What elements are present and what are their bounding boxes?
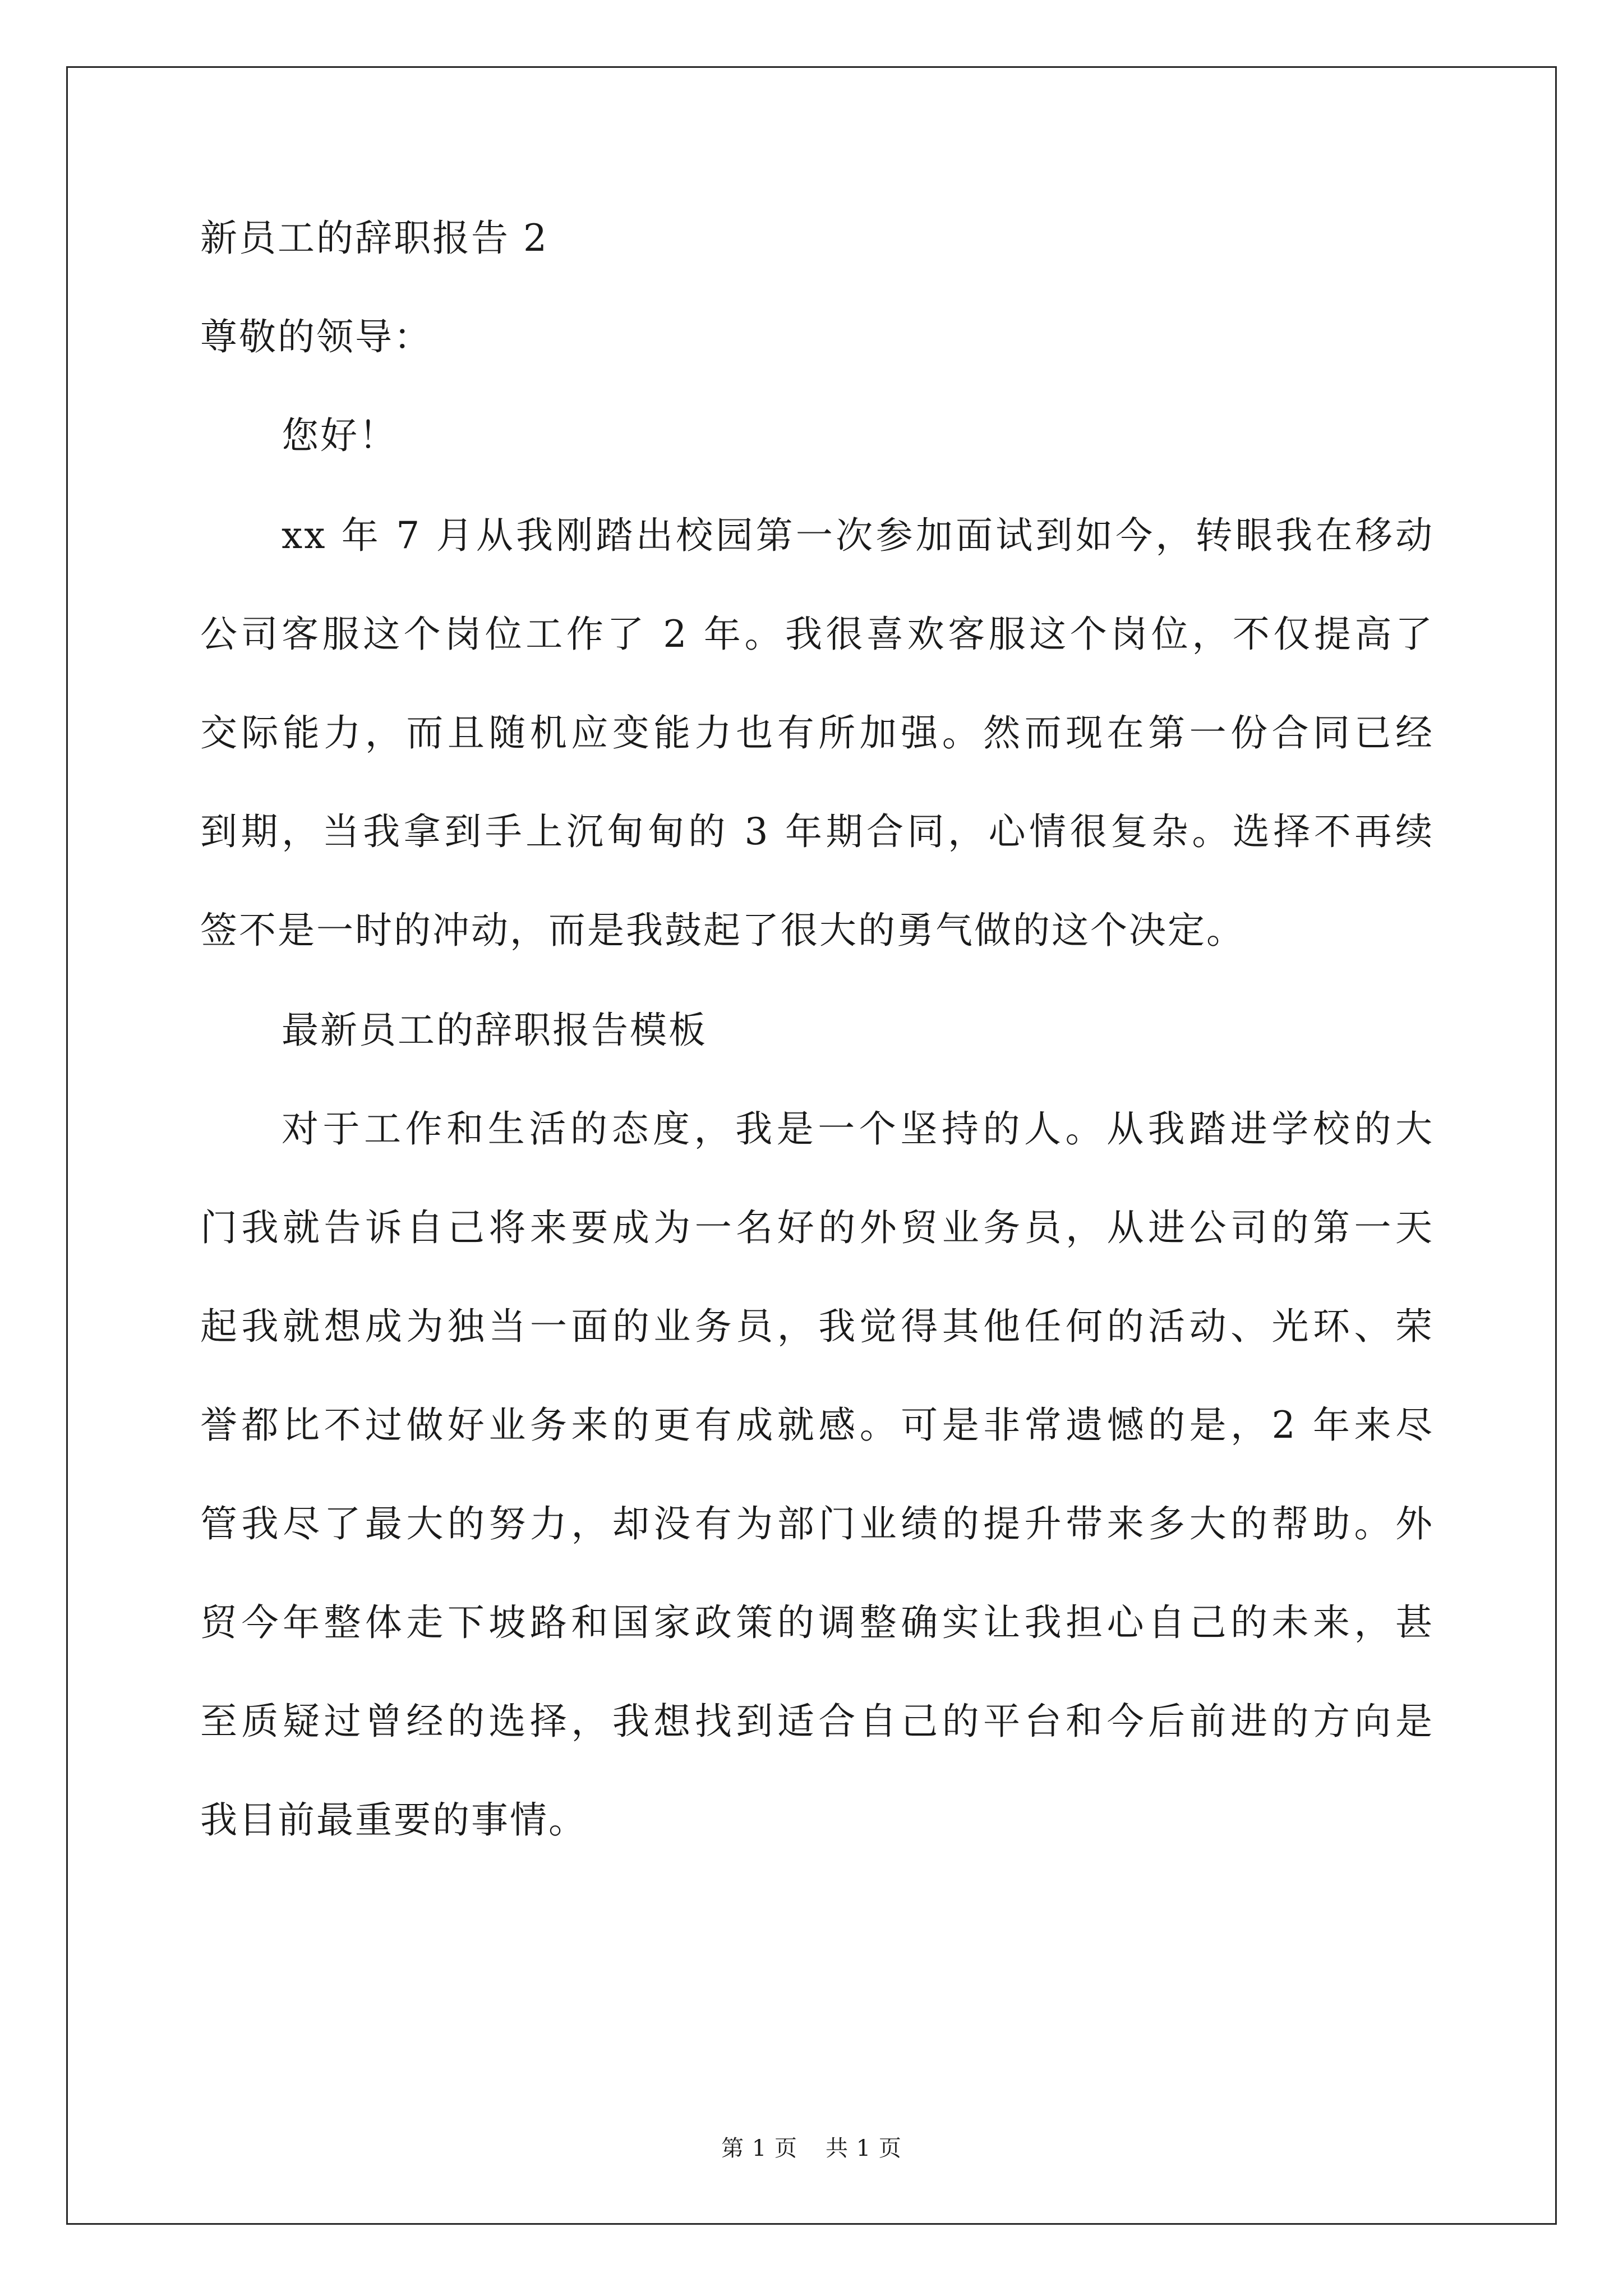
subheading: 最新员工的辞职报告模板 xyxy=(282,1009,707,1052)
document-title: 新员工的辞职报告 2 xyxy=(200,217,548,260)
page-footer xyxy=(0,2137,1623,2160)
paragraph2-line: 起我就想成为独当一面的业务员，我觉得其他任何的活动、光环、荣 xyxy=(200,1305,1434,1348)
paragraph2-line: 我目前最重要的事情。 xyxy=(200,1798,587,1842)
paragraph2-line: 至质疑过曾经的选择，我想找到适合自己的平台和今后前进的方向是 xyxy=(200,1700,1434,1743)
paragraph1-line: xx 年 7 月从我刚踏出校园第一次参加面试到如今，转眼我在移动 xyxy=(282,514,1434,557)
greeting: 您好！ xyxy=(282,414,398,457)
paragraph1-line: 签不是一时的冲动，而是我鼓起了很大的勇气做的这个决定。 xyxy=(200,909,1245,952)
paragraph2-line: 管我尽了最大的努力，却没有为部门业绩的提升带来多大的帮助。外 xyxy=(200,1502,1434,1545)
paragraph1-line: 交际能力，而且随机应变能力也有所加强。然而现在第一份合同已经 xyxy=(200,711,1434,754)
page-number: 第 1 页 xyxy=(721,2136,797,2161)
paragraph2-line: 对于工作和生活的态度，我是一个坚持的人。从我踏进学校的大 xyxy=(282,1107,1434,1151)
paragraph1-line: 公司客服这个岗位工作了 2 年。我很喜欢客服这个岗位，不仅提高了 xyxy=(200,613,1434,656)
paragraph2-line: 门我就告诉自己将来要成为一名好的外贸业务员，从进公司的第一天 xyxy=(200,1206,1434,1249)
paragraph1-line: 到期，当我拿到手上沉甸甸的 3 年期合同，心情很复杂。选择不再续 xyxy=(200,810,1434,853)
salutation: 尊敬的领导： xyxy=(200,315,432,358)
paragraph2-line: 贸今年整体走下坡路和国家政策的调整确实让我担心自己的未来，甚 xyxy=(200,1601,1434,1644)
page-total: 共 1 页 xyxy=(826,2136,902,2161)
paragraph2-line: 誉都比不过做好业务来的更有成就感。可是非常遗憾的是，2 年来尽 xyxy=(200,1404,1434,1447)
